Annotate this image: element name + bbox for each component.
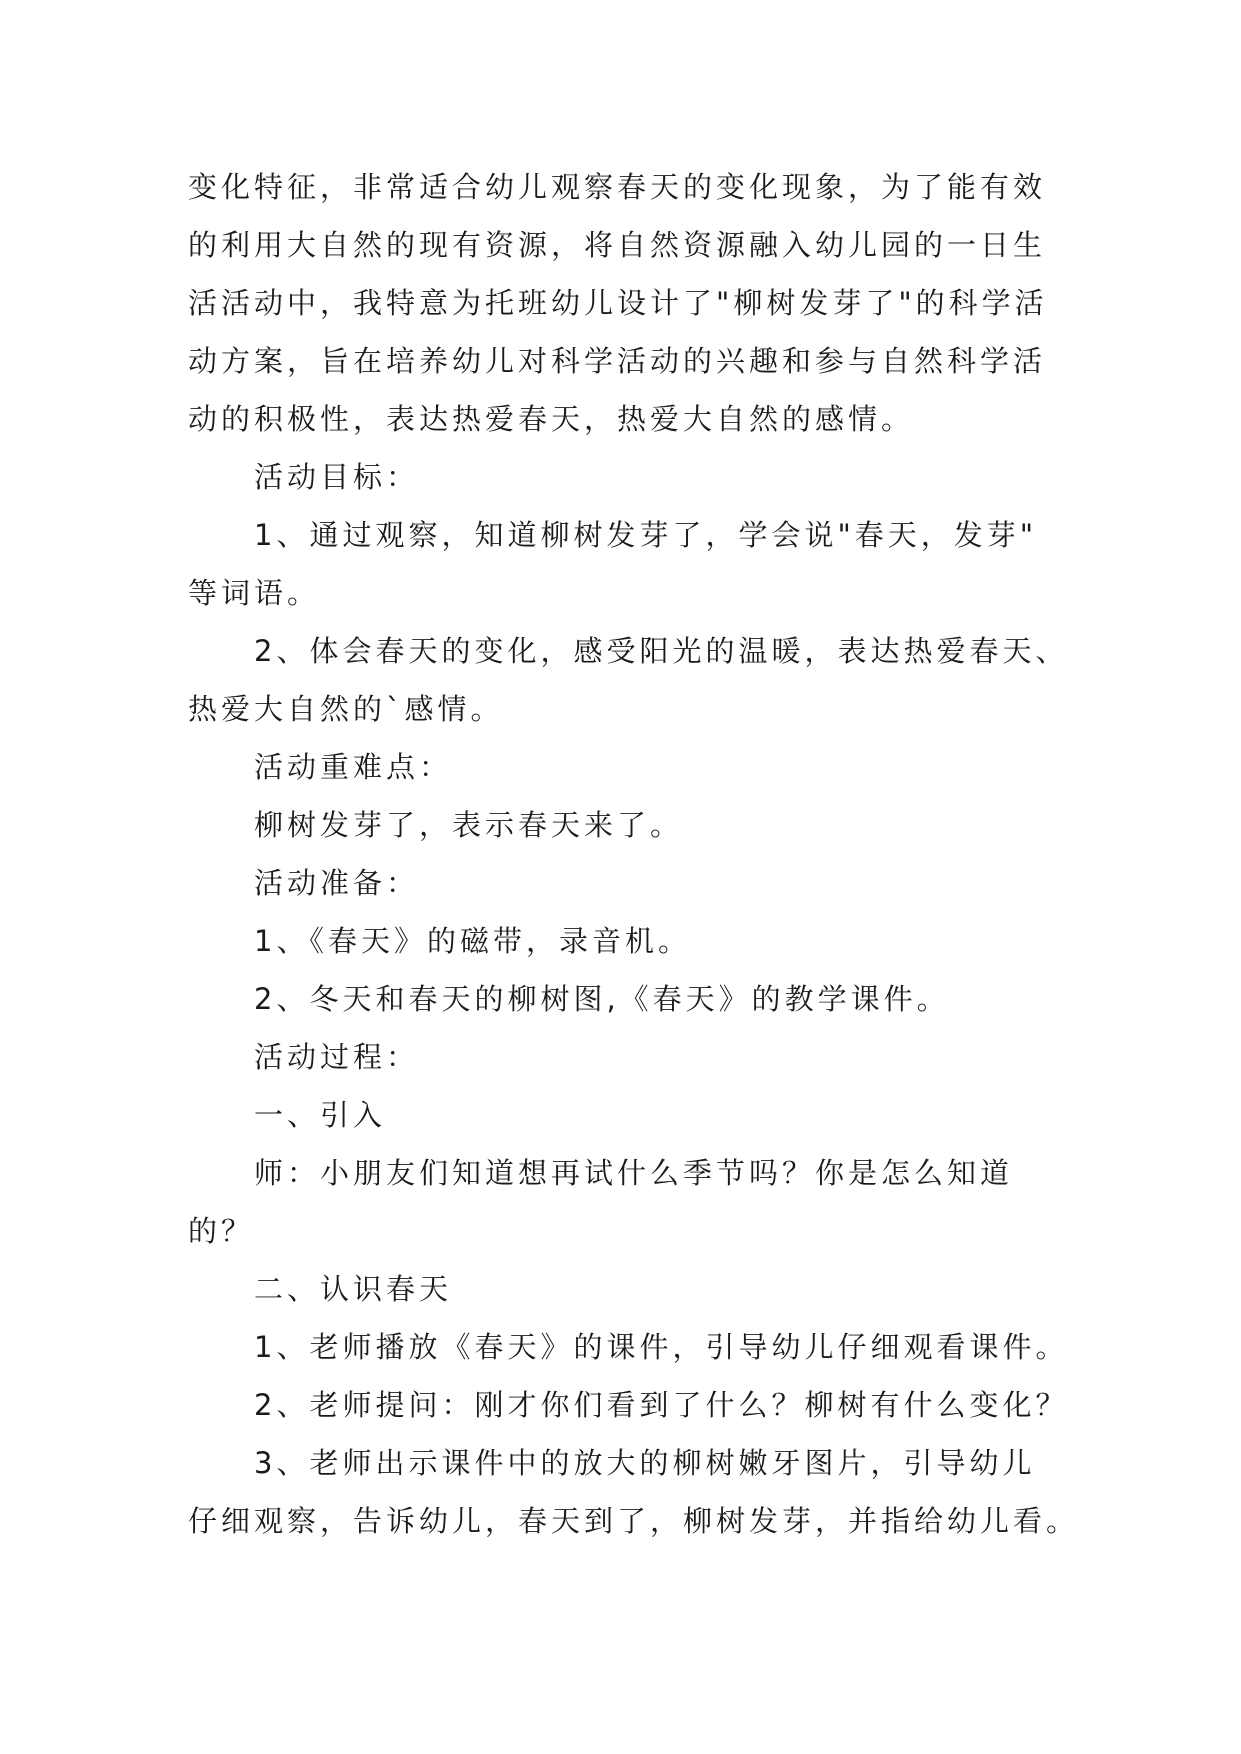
text-line: 1、通过观察，知道柳树发芽了，学会说"春天，发芽": [254, 518, 1038, 552]
text-line: 活动目标：: [254, 460, 420, 494]
text-line: 2、老师提问：刚才你们看到了什么？柳树有什么变化？: [254, 1388, 1069, 1422]
document-body: [188, 158, 1080, 1550]
text-line: 仔细观察，告诉幼儿，春天到了，柳树发芽，并指给幼儿看。: [188, 1504, 1080, 1538]
text-line: 1、老师播放《春天》的课件，引导幼儿仔细观看课件。: [254, 1330, 1069, 1364]
text-line: 的？: [188, 1214, 255, 1248]
text-line: 动方案，旨在培养幼儿对科学活动的兴趣和参与自然科学活: [188, 344, 1047, 378]
text-line: 2、体会春天的变化，感受阳光的温暖，表达热爱春天、: [254, 634, 1069, 668]
text-line: 活动重难点：: [254, 750, 453, 784]
text-line: 的利用大自然的现有资源，将自然资源融入幼儿园的一日生: [188, 228, 1047, 262]
text-line: 2、冬天和春天的柳树图,《春天》的教学课件。: [254, 982, 950, 1016]
text-line: 3、老师出示课件中的放大的柳树嫩牙图片，引导幼儿: [254, 1446, 1036, 1480]
text-line: 师：小朋友们知道想再试什么季节吗？你是怎么知道: [254, 1156, 1014, 1190]
text-line: 动的积极性，表达热爱春天，热爱大自然的感情。: [188, 402, 915, 436]
text-line: 变化特征，非常适合幼儿观察春天的变化现象，为了能有效: [188, 170, 1047, 204]
text-line: 柳树发芽了，表示春天来了。: [254, 808, 684, 842]
text-line: 活动过程：: [254, 1040, 420, 1074]
text-line: 活活动中，我特意为托班幼儿设计了"柳树发芽了"的科学活: [188, 286, 1048, 320]
text-line: 1、《春天》的磁带，录音机。: [254, 924, 691, 958]
text-line: 一、引入: [254, 1098, 387, 1132]
text-line: 活动准备：: [254, 866, 420, 900]
text-line: 二、认识春天: [254, 1272, 453, 1306]
text-line: 等词语。: [188, 576, 321, 610]
text-line: 热爱大自然的`感情。: [188, 692, 504, 726]
